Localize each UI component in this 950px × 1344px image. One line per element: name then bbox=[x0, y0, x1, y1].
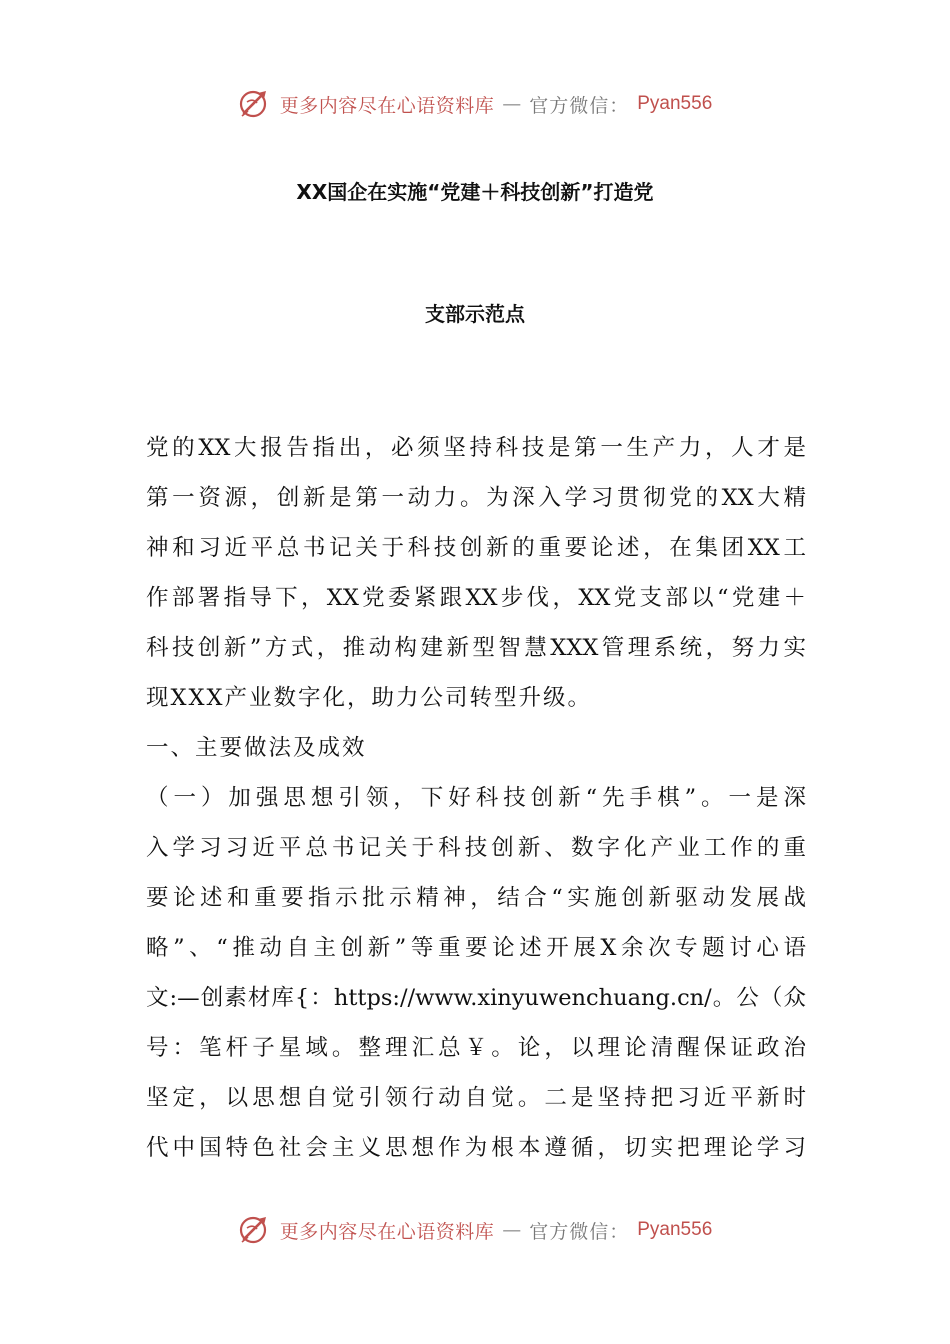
body-line: （一）加强思想引领，下好科技创新“先手棋”。一是深 bbox=[146, 785, 806, 811]
body-line: 入学习习近平总书记关于科技创新、数字化产业工作的重 bbox=[146, 835, 806, 861]
body-line: 代中国特色社会主义思想作为根本遵循，切实把理论学习 bbox=[146, 1135, 806, 1161]
pen-logo-icon bbox=[238, 1213, 272, 1247]
body-line: 要论述和重要指示批示精神，结合“实施创新驱动发展战 bbox=[146, 885, 806, 911]
watermark-text: 更多内容尽在心语资料库 bbox=[279, 94, 495, 117]
watermark-text: 更多内容尽在心语资料库 bbox=[279, 1220, 495, 1243]
body-line: 党的XX大报告指出，必须坚持科技是第一生产力，人才是 bbox=[146, 435, 806, 461]
pen-logo-icon bbox=[238, 87, 272, 121]
watermark-banner-top bbox=[0, 84, 950, 124]
body-line: 坚定，以思想自觉引领行动自觉。二是坚持把习近平新时 bbox=[146, 1085, 806, 1111]
body-line: 略”、“推动自主创新”等重要论述开展X余次专题讨心语 bbox=[146, 935, 806, 961]
body-line: 第一资源，创新是第一动力。为深入学习贯彻党的XX大精 bbox=[146, 485, 806, 511]
watermark-separator: — bbox=[502, 1219, 522, 1241]
watermark-contact-label: 官方微信： bbox=[529, 94, 630, 117]
document-title-line-1: XX国企在实施“党建＋科技创新”打造党 bbox=[296, 180, 654, 204]
watermark-contact-id: Pyan556 bbox=[637, 1219, 713, 1240]
body-line: 科技创新”方式，推动构建新型智慧XXX管理系统，努力实 bbox=[146, 635, 806, 661]
body-line: 文:—创素材库{：https://www.xinyuwenchuang.cn/。公（众 bbox=[146, 985, 806, 1011]
watermark-contact-id: Pyan556 bbox=[637, 93, 713, 114]
watermark-banner-bottom bbox=[0, 1210, 950, 1250]
body-line: 现XXX产业数字化，助力公司转型升级。 bbox=[146, 685, 593, 711]
body-line: 神和习近平总书记关于科技创新的重要论述，在集团XX工 bbox=[146, 535, 806, 561]
body-line: 作部署指导下，XX党委紧跟XX步伐，XX党支部以“党建＋ bbox=[146, 585, 806, 611]
document-title-line-2: 支部示范点 bbox=[425, 302, 525, 326]
watermark-separator: — bbox=[502, 93, 522, 115]
watermark-contact-label: 官方微信： bbox=[529, 1220, 630, 1243]
body-line: 号：笔杆子星域。整理汇总￥。论，以理论清醒保证政治 bbox=[146, 1035, 806, 1061]
section-heading: 一、主要做法及成效 bbox=[146, 735, 367, 761]
document-body bbox=[146, 428, 806, 1178]
